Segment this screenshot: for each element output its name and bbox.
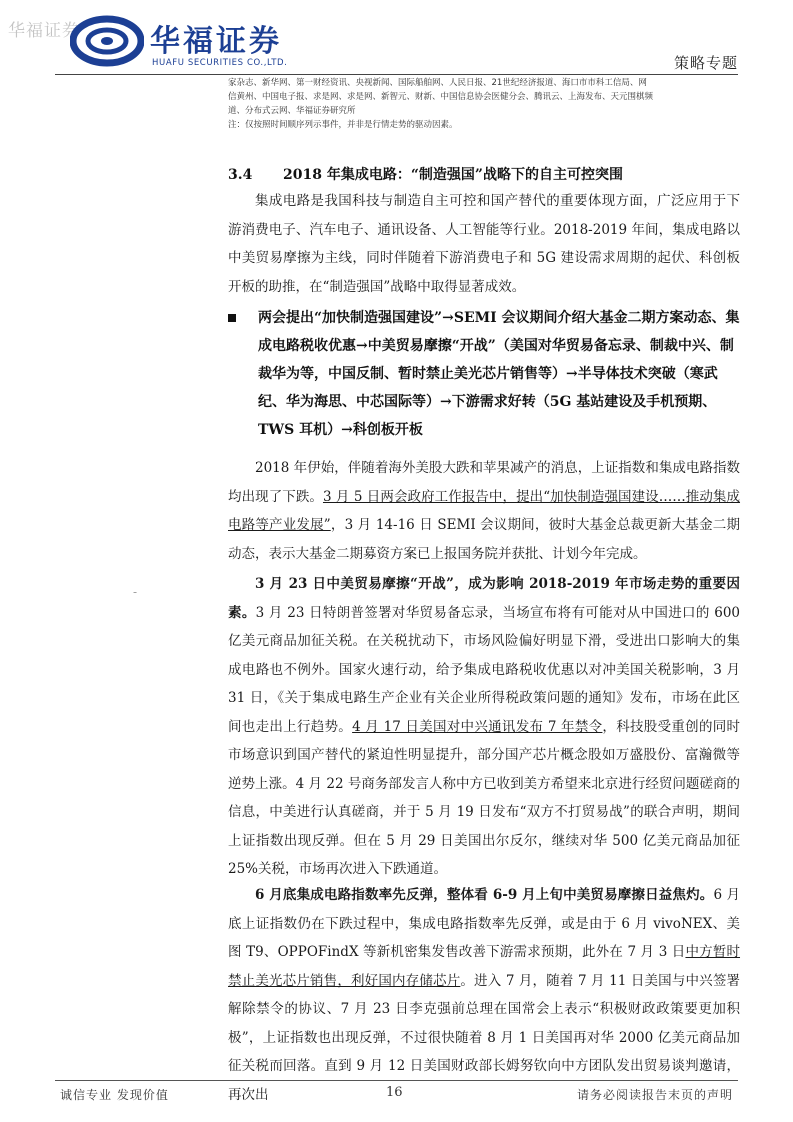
bullet-text: 两会提出“加快制造强国建设”→SEMI 会议期间介绍大基金二期方案动态、集成电路税收优惠→中美贸易摩擦“开战”（美国对华贸易备忘录、制裁中兴、制裁华为等，中国反制、暂时禁止美光芯片销售等）→半导体技术突破（寒武纪、华为海思、中芯国际等）→下游需求好转（5G 基站建设及手机预期、TWS 耳机）→科创板开板 [258,310,740,438]
paragraph-text: 2018 年伊始，伴随着海外美股大跌和苹果减产的消息，上证指数和集成电路指数均出现了下跌。 [228,460,740,505]
logo-name-cn: 华福证券 [150,24,282,59]
page-number: 16 [386,1085,403,1100]
header-divider [55,74,738,75]
paragraph-text: ，3 月 14-16 日 SEMI 会议期间，彼时大基金总裁更新大基金二期动态，表示大基金二期募资方案已上报国务院并获批、计划今年完成。 [228,517,740,562]
company-logo [70,10,310,74]
margin-mark: - [133,585,138,599]
paragraph-text: ，科技股受重创的同时市场意识到国产替代的紧迫性明显提升，部分国产芯片概念股如万盛股份、富瀚微等逆势上涨。4 月 22 号商务部发言人称中方已收到美方希望来北京进行经贸问题磋商的信息，中美进行认真磋商，并于 5 月 19 日发布“双方不打贸易战”的联合声明，期间上证指数出现反弹。但在 5 月 29 日美国出尔反尔，继续对华 500 亿美元商品加征 25%关税，市场再次进入下跌通道。 [228,718,741,877]
bold-lead-text: 6 月底集成电路指数率先反弹，整体看 6-9 月上旬中美贸易摩擦日益焦灼。 [255,887,714,903]
source-notes [228,76,748,132]
source-note: 注：仅按照时间顺序列示事件，并非是行情走势的驱动因素。 [228,120,458,130]
source-line: 信黄州、中国电子报、求是网、求是网、新智元、财新、中国信息协会医健分会、腾讯云、上海发布、天元围棋频 [228,92,654,102]
source-line: 道、分布式云网、华福证券研究所 [228,106,356,116]
watermark-text: 华福证券 [8,21,80,41]
source-line: 家杂志、新华网、第一财经资讯、央视新闻、国际船舶网、人民日报、21世纪经济报道、海口市市科工信局、网 [228,78,647,88]
paragraph-text: 6 月底上证指数仍在下跌过程中，集成电路指数率先反弹，或是由于 6 月 vivoNEX、美图 T9、OPPOFindX 等新机密集发售改善下游需求预期，此外在 7 月 3 日 [228,887,740,960]
report-type-label: 策略专题 [673,54,738,72]
paragraph-1 [228,454,740,568]
key-points-bullet [228,304,740,444]
logo-emblem-icon [70,14,144,68]
paragraph-text: 。进入 7 月，随着 7 月 11 日美国与中兴签署解除禁令的协议、7 月 23 日李克强前总理在国常会上表示“积极财政政策要更加积极”，上证指数也出现反弹，不过很快随着 8 月 1 日美国再对华 2000 亿美元商品加征关税而回落。直到 9 月 12 日美国财政部长姆努钦向中方团队发出贸易谈判邀请，再次出 [228,972,740,1103]
underlined-text: 3 月 5 日两会政府工作报告中，提出“加快制造强国建设……推动集成电路等产业发展” [228,488,741,533]
section-heading [228,164,623,184]
footer-disclaimer: 请务必阅读报告末页的声明 [576,1088,733,1102]
paragraph-2 [228,570,740,884]
section-title: 2018 年集成电路：“制造强国”战略下的自主可控突围 [283,167,623,183]
paragraph-text: 3 月 23 日特朗普签署对华贸易备忘录，当场宣布将有可能对从中国进口的 600 亿美元商品加征关税。在关税扰动下，市场风险偏好明显下滑，受进出口影响大的集成电路也不例外。国家火速行动，给予集成电路税收优惠以对冲美国关税影响，3 月 31 日，《关于集成电路生产企业有关企业所得税政策问题的通知》发布，市场在此区间也走出上行趋势。 [228,604,741,735]
intro-paragraph [228,187,740,301]
underlined-text: 中方暂时禁止美光芯片销售，利好国内存储芯片 [228,944,741,989]
underlined-text: 4 月 17 日美国对中兴通讯发布 7 年禁令 [352,718,603,735]
footer-divider [55,1080,738,1081]
paragraph-3 [228,881,740,1109]
section-number: 3.4 [228,167,253,183]
logo-name-en: HUAFU SECURITIES CO.,LTD. [152,58,288,68]
square-bullet-icon [228,314,236,322]
footer-slogan: 诚信专业 发现价值 [60,1088,169,1102]
bold-lead-text: 3 月 23 日中美贸易摩擦“开战”，成为影响 2018-2019 年市场走势的重要因素。 [228,576,740,621]
intro-text: 集成电路是我国科技与制造自主可控和国产替代的重要体现方面，广泛应用于下游消费电子、汽车电子、通讯设备、人工智能等行业。2018-2019 年间，集成电路以中美贸易摩擦为主线，同时伴随着下游消费电子和 5G 建设需求周期的起伏、科创板开板的助推，在“制造强国”战略中取得显著成效。 [228,193,740,295]
